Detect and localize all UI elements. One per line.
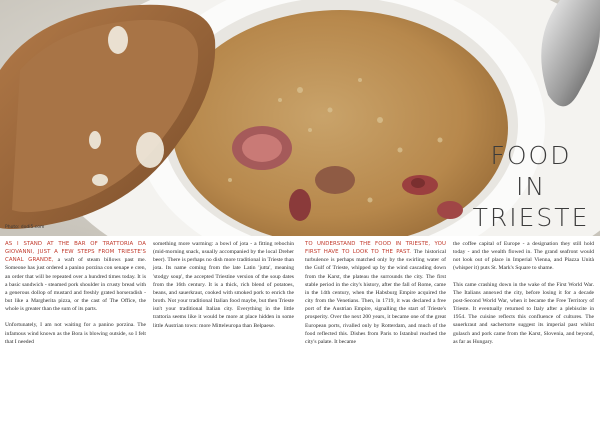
photo-credit: Photo: dodi5.com [5,225,45,230]
lead-in: TO UNDERSTAND THE FOOD IN TRIESTE, YOU FIRST HAVE TO LOOK TO THE PAST. [305,241,446,256]
paragraph [305,240,446,346]
paragraph [5,240,146,313]
page-title [470,140,592,233]
paragraph-text: This came crashing down in the wake of the First World War. The Italians annexed the city, before losing it for a decade post-Second World War, when it became the Free Territory of Trieste. It eventually returned to Italy after a plebiscite in 1954. The cuisine reflects this confluence of cultures. The sauerkraut and sachertorte suggest its imperial past whilst gulasch and pork came from the Karst, Slovenia, and beyond, as far as Hungary. [453,281,594,345]
article-column-2 [153,240,294,338]
title-line-3: TRIESTE [472,203,590,232]
paragraph [5,321,146,345]
lead-in: AS I STAND AT THE BAR OF TRATTORIA DA GIOVANNI, JUST A FEW STEPS FROM TRIESTE'S CANAL GRANDE, [5,241,146,264]
paragraph-text: Unfortunately, I am not waiting for a panino porzina. The infamous wind known as the Bora is blowing outside, so I felt that I needed [5,322,146,345]
paragraph-text: a waft of steam billows past me. Someone has just ordered a panino porzina con senape e cren, an order that will be repeated over a hundred times today. It is a basic sandwich - steamed pork shoulder in crusty bread with a generous dollop of mustard and freshly grated horseradish - but like a Margherita pizza, or the cast of The Office, the whole is greater than the sum of its parts. [5,257,146,313]
paragraph-text: something more warming: a bowl of jota - a fitting rebochin (mid-morning snack, usually accompanied by the local Dreher beer). There is perhaps no dish more traditional in Trieste than jota. Its name coming from the late Latin 'jutta', meaning 'stodgy soup', the accepted Triestine version of the soup dates from the 16th century. It is a thick, rich blend of potatoes, beans, and sauerkraut, cooked with smoked pork to enrich the broth. Not your traditional Italian food maybe, but then Trieste isn't your traditional Italian city. Everything in the little trattoria seems like it would be more at place hidden in some little Austrian town: more Mitteleuropa than Belpaese. [153,241,294,329]
paragraph [453,281,594,346]
title-line-2: IN [515,172,547,201]
paragraph-text: The historical turbulence is perhaps matched only by the swirling water of the Gulf of Trieste, whipped up by the wind cascading down from the Karst, the plateau the surrounds the city. The first stable period in the city's history, after the fall of Rome, came in the 14th century, when the Habsburg Empire acquired the city from the Venetians. Then, in 1719, it was declared a free port of the Austrian Empire, signalling the start of Trieste's prosperity. Over the next 200 years, it became one of the great European ports, rivalled only by Rotterdam, and much of the food reflected this. Dishes from Paris to Istanbul reached the city's palate. It became [305,249,446,345]
paragraph [453,240,594,273]
paragraph-text: the coffee capital of Europe - a designation they still hold today - and the wealth flowed in. The grand seafront would not look out of place in Imperial Vienna, and Piazza Unità (whisper it) puts St. Mark's Square to shame. [453,241,594,272]
article-column-1 [5,240,146,354]
article-body [5,240,595,422]
article-column-4 [453,240,594,354]
paragraph [153,240,294,330]
title-line-1: FOOD [490,141,572,170]
article-column-3 [305,240,446,354]
